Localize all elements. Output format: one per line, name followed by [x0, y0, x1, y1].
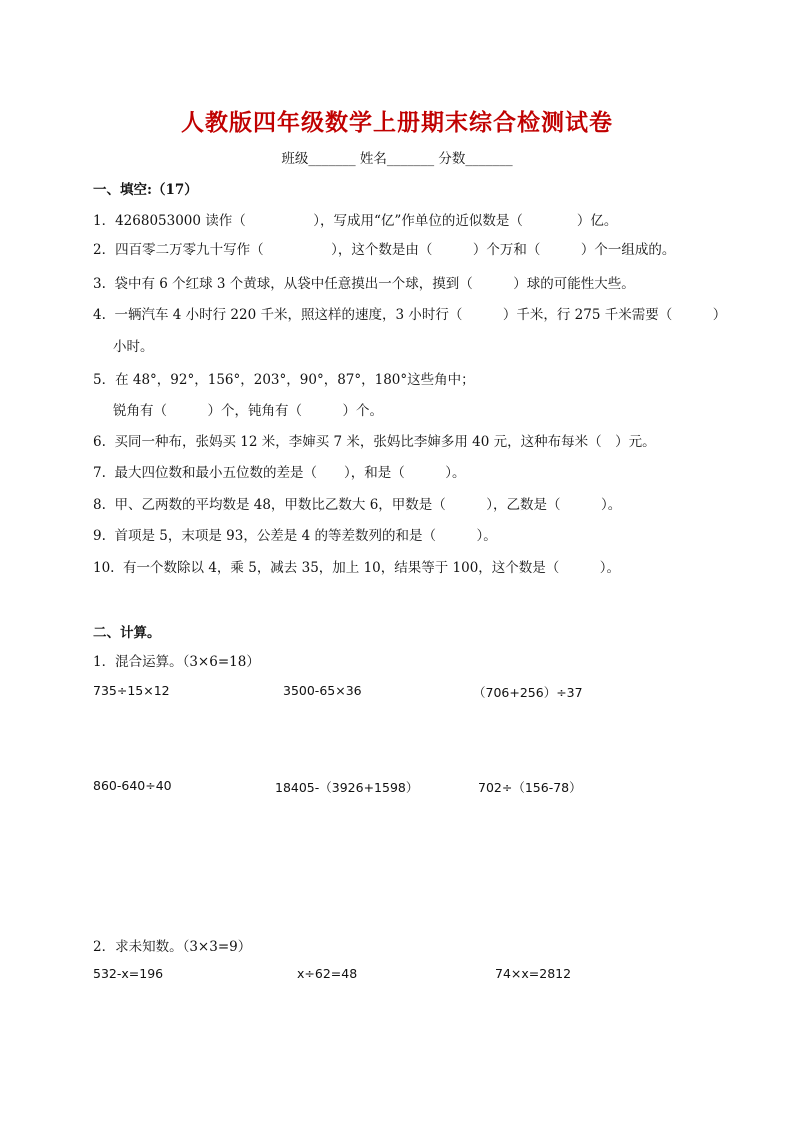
question-4: 4. 一辆汽车 4 小时行 220 千米，照这样的速度，3 小时行（ ）千米，行 275 千米需要（ ） — [93, 307, 727, 323]
section-2-heading: 二、计算。 — [93, 625, 161, 641]
expression: 702÷（156-78） — [478, 780, 582, 795]
question-5: 5．在 48°，92°，156°，203°，90°，87°，180°这些角中； — [93, 372, 475, 388]
page-title: 人教版四年级数学上册期末综合检测试卷 — [181, 109, 613, 136]
question-2: 2．四百零二万零九十写作（ ），这个数是由（ ）个万和（ ）个一组成的。 — [93, 242, 676, 258]
question-6: 6. 买同一种布，张妈买 12 米，李婶买 7 米，张妈比李婶多用 40 元，这种布每米（ ）元。 — [93, 434, 656, 450]
question-4-continued: 小时。 — [113, 339, 154, 355]
find-unknown-label: 2．求未知数。（3×3=9） — [93, 939, 252, 955]
student-info-line: 班级_______ 姓名_______ 分数_______ — [281, 151, 513, 167]
question-3: 3. 袋中有 6 个红球 3 个黄球，从袋中任意摸出一个球，摸到（ ）球的可能性大些。 — [93, 276, 635, 292]
question-8: 8. 甲、乙两数的平均数是 48，甲数比乙数大 6，甲数是（ ），乙数是（ ）。 — [93, 497, 622, 513]
equation: 74×x=2812 — [495, 966, 572, 981]
expression: （706+256）÷37 — [473, 685, 583, 700]
expression: 18405-（3926+1598） — [275, 780, 419, 795]
question-7: 7. 最大四位数和最小五位数的差是（ ），和是（ ）。 — [93, 465, 466, 481]
equation: x÷62=48 — [297, 966, 358, 981]
mixed-operations-label: 1．混合运算。（3×6=18） — [93, 654, 260, 670]
section-1-heading: 一、填空:（17） — [93, 182, 198, 198]
question-10: 10. 有一个数除以 4，乘 5，减去 35，加上 10，结果等于 100，这个数是（ ）。 — [93, 560, 621, 576]
expression: 735÷15×12 — [93, 683, 170, 698]
question-5-continued: 锐角有（ ）个，钝角有（ ）个。 — [113, 403, 383, 419]
expression: 3500-65×36 — [283, 683, 362, 698]
question-1: 1．4268053000 读作（ ），写成用“亿”作单位的近似数是（ ）亿。 — [93, 213, 618, 229]
question-9: 9. 首项是 5，末项是 93，公差是 4 的等差数列的和是（ ）。 — [93, 528, 497, 544]
expression: 860-640÷40 — [93, 778, 172, 793]
equation: 532-x=196 — [93, 966, 164, 981]
